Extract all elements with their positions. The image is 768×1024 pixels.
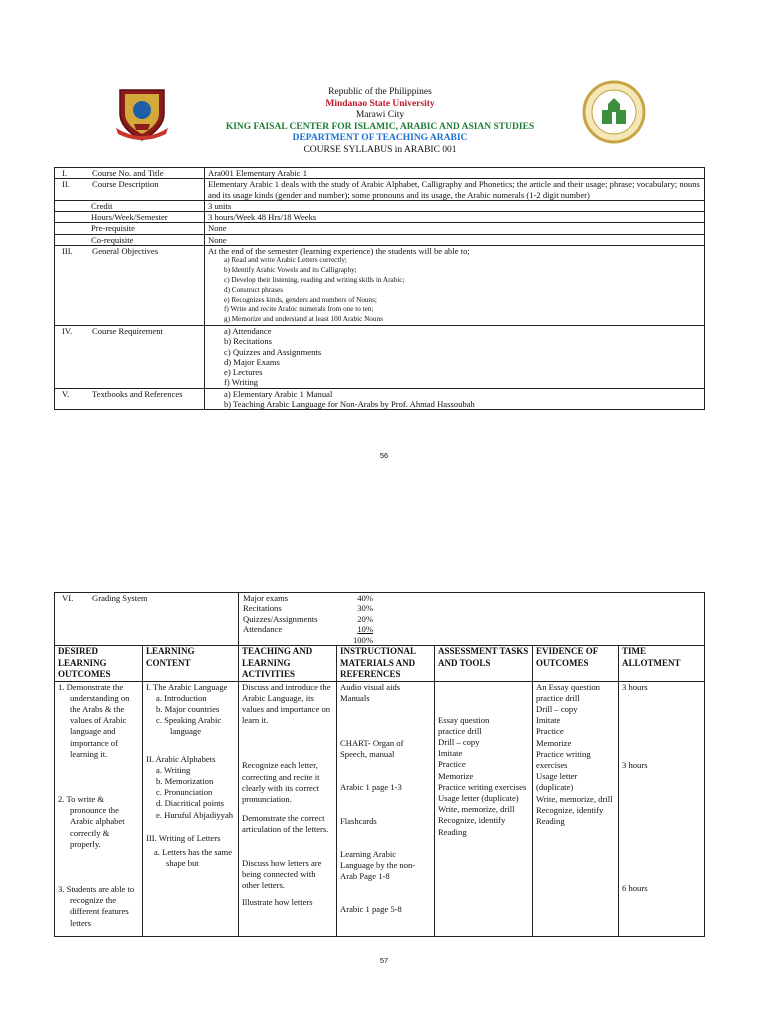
objectives-list: a) Read and write Arabic Letters correctly; b) Identify Arabic Vowels and its Calligraphy; c) Develop their listening, reading and writing skills in Arabic; d) Construct phrases e) Recognizes kinds, genders and numbers of Nouns; f) Write and recite Arabic numerals from one to ten; g) Memorize and understand at least 100 Arabic Nouns	[224, 256, 405, 324]
content-cell: I. The Arabic Language a. Introduction b. Major countries c. Speaking Arabic language II. Arabic Alphabets a. Writing b. Memorization c. Pronunciation d. Diacritical points e. Huruful Abjadiyyah III. Writing of Letters a. Letters has the same shape but	[143, 681, 239, 936]
outcomes-cell: 1. Demonstrate the understanding on the Arabs & the values of Arabic language and importance of learning it. 2. To write & pronounce the Arabic alphabet correctly & properly. 3. Students are able to recognize the different features letters	[55, 681, 143, 936]
table-row: Hours/Week/Semester 3 hours/Week 48 Hrs/18 Weeks	[55, 212, 705, 223]
column-header: DESIRED LEARNING OUTCOMES	[55, 646, 143, 682]
requirements-list: a) Attendance b) Recitations c) Quizzes and Assignments d) Major Exams e) Lectures f) Writing	[224, 325, 322, 388]
table-row	[55, 681, 705, 936]
university-name: Mindanao State University	[325, 98, 435, 109]
column-header: EVIDENCE OF OUTCOMES	[533, 646, 619, 682]
table-row: Co-requisite None	[55, 234, 705, 245]
column-header: TEACHING AND LEARNING ACTIVITIES	[239, 646, 337, 682]
page-number-56: 56	[379, 451, 389, 460]
grading-row: VI. Grading System Major exams 40% Recitations 30% Quizzes/Assignments 20% Attendance 10% 100%	[55, 593, 705, 646]
table-row: I. Course No. and Title Ara001 Elementary Arabic 1	[55, 168, 705, 179]
column-header: ASSESSMENT TASKS AND TOOLS	[435, 646, 533, 682]
department-name: DEPARTMENT OF TEACHING ARABIC	[292, 133, 468, 143]
document-header	[180, 87, 580, 156]
course-info-table	[54, 167, 705, 410]
table-row-objectives: III. General Objectives At the end of the semester (learning experience) the students will be able to; a) Read and write Arabic Letters correctly; b) Identify Arabic Vowels and its Calligraphy; c) Develop their listening, reading and writing skills in Arabic; d) Construct phrases e) Recognizes kinds, genders and numbers of Nouns; f) Write and recite Arabic numerals from one to ten; g) Memorize and understand at least 100 Arabic Nouns	[55, 246, 705, 326]
time-cell: 3 hours 3 hours 6 hours	[619, 681, 705, 936]
column-header: TIME ALLOTMENT	[619, 646, 705, 682]
kfciaas-seal-logo	[582, 80, 646, 144]
table-row: Pre-requisite None	[55, 223, 705, 234]
syllabus-title: COURSE SYLLABUS in ARABIC 001	[303, 144, 457, 155]
column-header-row	[55, 646, 705, 682]
msu-seal-logo	[112, 84, 172, 144]
grading-breakdown: Major exams 40% Recitations 30% Quizzes/Assignments 20% Attendance 10% 100%	[243, 593, 373, 645]
table-row-requirements: IV. Course Requirement a) Attendance b) Recitations c) Quizzes and Assignments d) Major Exams e) Lectures f) Writing	[55, 325, 705, 388]
textbooks-list: a) Elementary Arabic 1 Manual b) Teaching Arabic Language for Non-Arabs by Prof. Ahmad Hassoubah	[224, 388, 475, 410]
column-header: LEARNING CONTENT	[143, 646, 239, 682]
materials-cell: Audio visual aids Manuals CHART- Organ of Speech, manual Arabic 1 page 1-3 Flashcards Learning Arabic Language by the non-Arab Page 1-8 Arabic 1 page 5-8	[337, 681, 435, 936]
column-header: INSTRUCTIONAL MATERIALS AND REFERENCES	[337, 646, 435, 682]
table-row-textbooks: V. Textbooks and References a) Elementary Arabic 1 Manual b) Teaching Arabic Language for Non-Arabs by Prof. Ahmad Hassoubah	[55, 388, 705, 410]
activities-cell: Discuss and introduce the Arabic Language, its values and importance on learn it. Recognize each letter, correcting and recite it clearly with its correct pronunciation. Demonstrate the correct articulation of the letters. Discuss how letters are being connected with other letters. Illustrate how letters	[239, 681, 337, 936]
center-name: KING FAISAL CENTER FOR ISLAMIC, ARABIC AND ASIAN STUDIES	[225, 121, 535, 132]
table-row: Credit 3 units	[55, 200, 705, 211]
page-number-57: 57	[379, 956, 389, 965]
city-line: Marawi City	[355, 110, 405, 120]
evidence-cell: An Essay question practice drill Drill – copy Imitate Practice Memorize Practice writing exercises Usage letter (duplicate) Write, memorize, drill Recognize, identify Reading	[533, 681, 619, 936]
table-row: II. Course Description Elementary Arabic 1 deals with the study of Arabic Alphabet, Calligraphy and Phonetics; the article and their usage; phrase; vocabulary; nouns and its usage kinds (gender and number); some pronouns and its usage, the Arabic numerals (1-2 digit number)	[55, 179, 705, 201]
assessment-cell: Essay question practice drill Drill – copy Imitate Practice Memorize Practice writing exercises Usage letter (duplicate) Write, memorize, drill Recognize, identify Reading	[435, 681, 533, 936]
republic-line: Republic of the Philippines	[328, 87, 432, 97]
learning-plan-table	[54, 592, 705, 937]
